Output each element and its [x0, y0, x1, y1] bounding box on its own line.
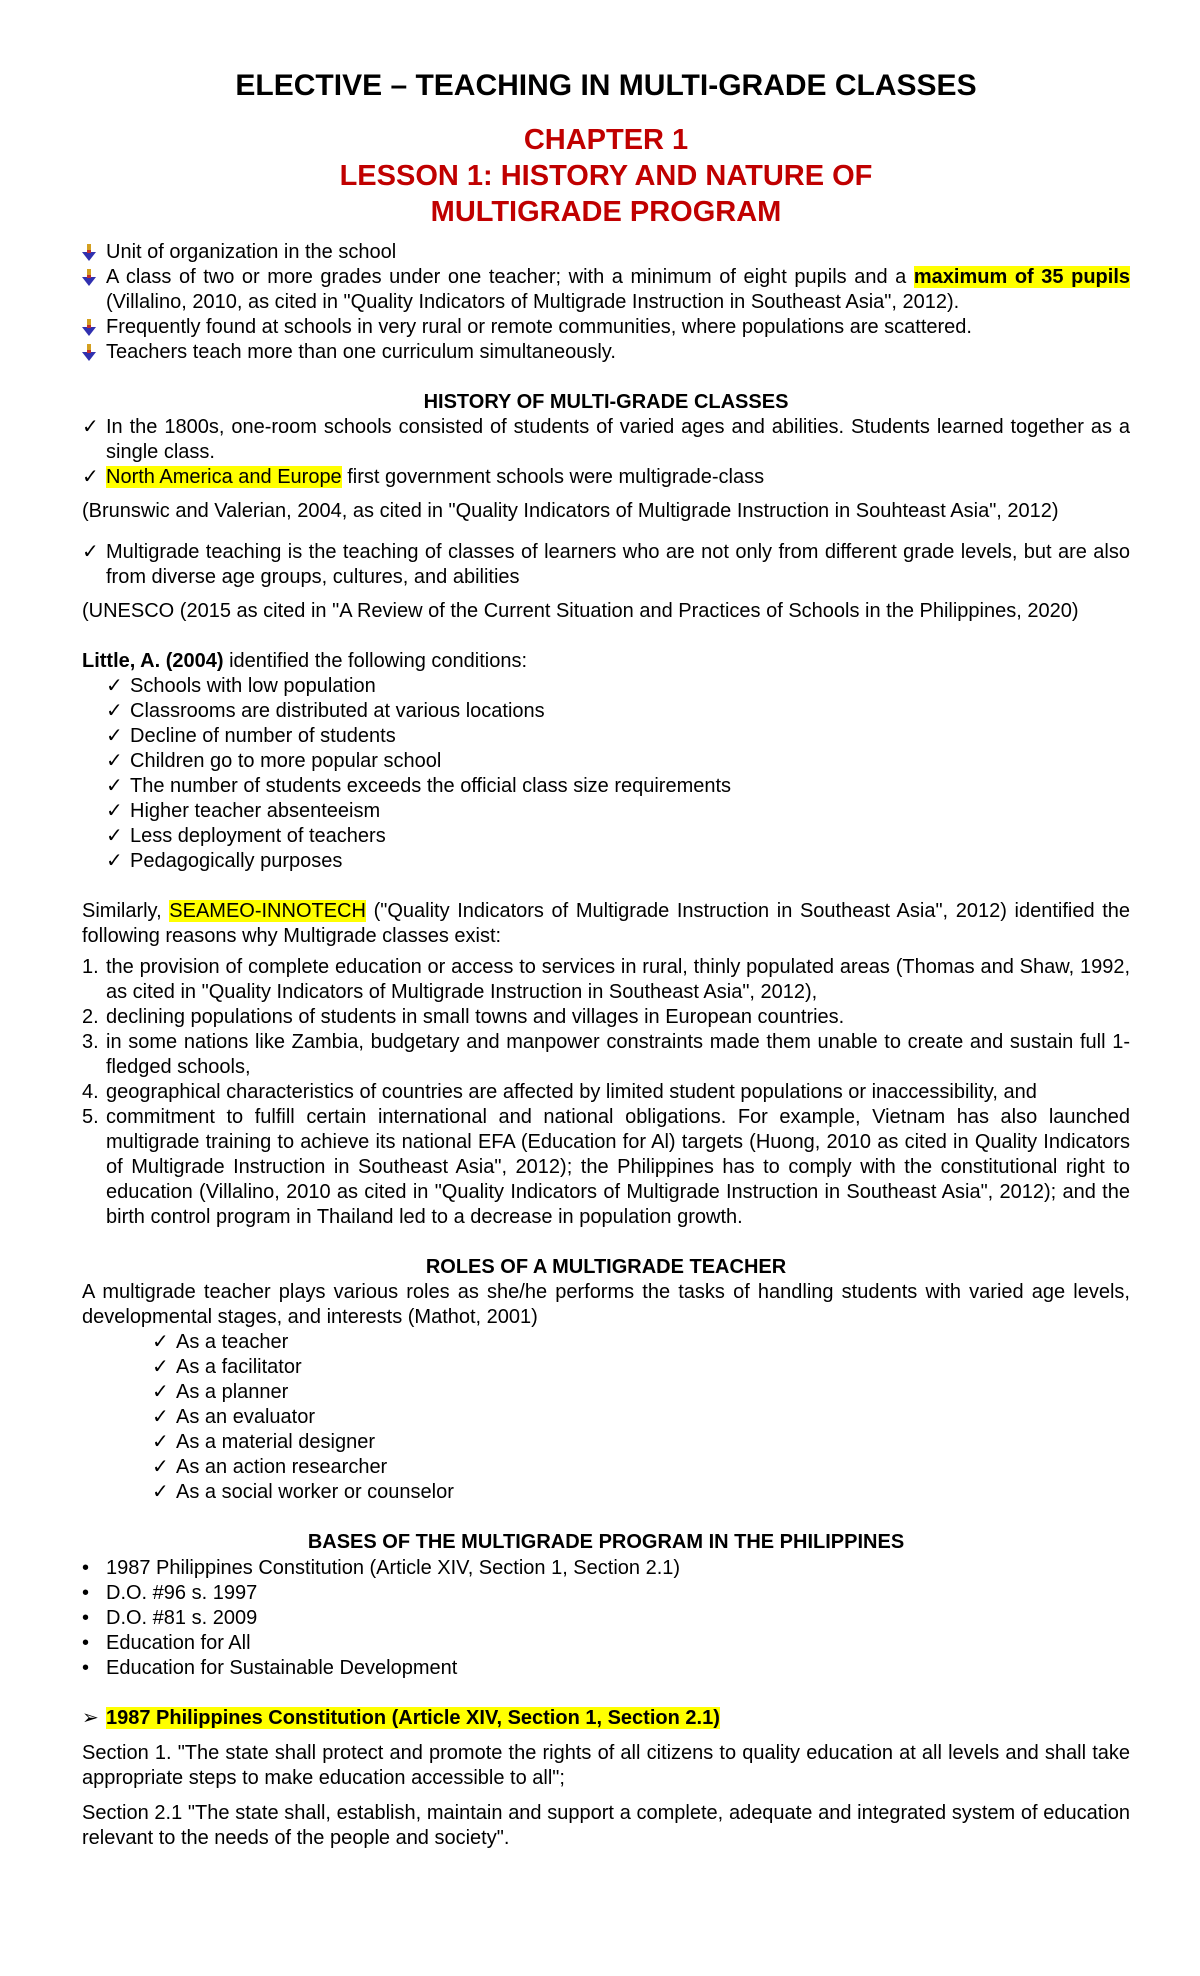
roles-intro: A multigrade teacher plays various roles as she/he performs the tasks of handling students with varied age levels, developmental stages, and interests (Mathot, 2001): [82, 1281, 1130, 1328]
bullet-icon: •: [82, 1657, 90, 1679]
list-item: [82, 540, 1130, 590]
list-item-text: A class of two or more grades under one teacher; with a minimum of eight pupils and a: [106, 266, 914, 288]
list-item: [82, 1656, 1130, 1681]
list-item: [82, 1581, 1130, 1606]
list-item: [152, 1455, 1130, 1480]
list-item: [82, 1606, 1130, 1631]
list-item-text: Schools with low population: [130, 675, 376, 697]
check-icon: ✓: [152, 1356, 169, 1378]
list-item-text: Education for Sustainable Development: [106, 1657, 458, 1679]
highlighted-text: North America and Europe: [106, 466, 342, 488]
down-arrow-bullet-icon: [82, 344, 96, 362]
list-item: [82, 1005, 1130, 1030]
down-arrow-bullet-icon: [82, 244, 96, 262]
check-icon: ✓: [106, 750, 123, 772]
highlighted-text: SEAMEO-INNOTECH: [169, 900, 366, 922]
paragraph-text: Similarly,: [82, 900, 170, 922]
list-item-text: Less deployment of teachers: [130, 825, 386, 847]
list-item-text: first government schools were multigrade-class: [341, 466, 765, 488]
check-icon: ✓: [152, 1406, 169, 1428]
list-item: [82, 240, 1130, 265]
paragraph-text: ("Quality Indicators of Multigrade Instruction in Southeast Asia", 2012) identified the following reasons why Multigrade classes exist:: [82, 900, 1130, 947]
list-item-text: declining populations of students in small towns and villages in European countries.: [106, 1006, 845, 1028]
list-item: [106, 824, 1130, 849]
bases-heading: BASES OF THE MULTIGRADE PROGRAM IN THE PHILIPPINES: [307, 1531, 905, 1553]
history-heading: HISTORY OF MULTI-GRADE CLASSES: [423, 391, 789, 413]
list-item-text: Classrooms are distributed at various locations: [130, 700, 545, 722]
down-arrow-bullet-icon: [82, 319, 96, 337]
list-item: [106, 699, 1130, 724]
check-icon: ✓: [106, 775, 123, 797]
section-1-text: Section 1. "The state shall protect and promote the rights of all citizens to quality education at all levels and shall take appropriate steps to make education accessible to all";: [82, 1742, 1130, 1789]
section-2-1-text: Section 2.1 "The state shall, establish, maintain and support a complete, adequate and integrated system of education relevant to the needs of the people and society".: [82, 1802, 1130, 1849]
list-item-text: As a social worker or counselor: [176, 1481, 454, 1503]
list-item-text: In the 1800s, one-room schools consisted of students of varied ages and abilities. Students learned together as a single class.: [106, 416, 1130, 463]
list-item: [82, 955, 1130, 1005]
check-icon: ✓: [106, 850, 123, 872]
check-icon: ✓: [106, 700, 123, 722]
list-item: [106, 724, 1130, 749]
list-item: [106, 674, 1130, 699]
conditions-list: [82, 674, 1130, 874]
roles-heading: ROLES OF A MULTIGRADE TEACHER: [425, 1256, 787, 1278]
list-item: [106, 849, 1130, 874]
list-item-text: Frequently found at schools in very rural or remote communities, where populations are scattered.: [106, 316, 972, 338]
list-item: [152, 1330, 1130, 1355]
document-content: [82, 68, 1130, 1851]
list-item-text: As an evaluator: [176, 1406, 315, 1428]
check-icon: ✓: [82, 416, 99, 438]
check-icon: ✓: [106, 800, 123, 822]
constitution-heading: [82, 1706, 1130, 1731]
down-arrow-bullet-icon: [82, 269, 96, 287]
chapter-heading: CHAPTER 1: [523, 124, 689, 156]
list-item: [82, 1556, 1130, 1581]
list-item: [152, 1430, 1130, 1455]
list-number: 5.: [82, 1106, 99, 1128]
little-intro: [82, 649, 1130, 674]
check-icon: ✓: [82, 541, 99, 563]
list-item: [152, 1355, 1130, 1380]
list-item: [152, 1405, 1130, 1430]
list-item-text: commitment to fulfill certain international and national obligations. For example, Vietnam has also launched multigrade training to achieve its national EFA (Education for Al) targets (Huong, 2010 as cited in Quality Indicators of Multigrade Instruction in Southeast Asia", 2012); the Philippines has to comply with the constitutional right to education (Villalino, 2010 as cited in "Quality Indicators of Multigrade Instruction in Southeast Asia", 2012); and the birth control program in Thailand led to a decrease in population growth.: [106, 1106, 1130, 1228]
list-item: [82, 415, 1130, 465]
list-item-text: Multigrade teaching is the teaching of classes of learners who are not only from different grade levels, but are also from diverse age groups, cultures, and abilities: [106, 541, 1130, 588]
bases-list: [82, 1556, 1130, 1681]
list-item-text: Education for All: [106, 1632, 251, 1654]
list-item-text: Decline of number of students: [130, 725, 396, 747]
list-item-text: 1987 Philippines Constitution (Article XIV, Section 1, Section 2.1): [106, 1557, 681, 1579]
list-item-text: Teachers teach more than one curriculum simultaneously.: [106, 341, 616, 363]
list-item: [106, 749, 1130, 774]
list-item-text: (Villalino, 2010, as cited in "Quality Indicators of Multigrade Instruction in Southeast Asia", 2012).: [106, 291, 960, 313]
list-number: 4.: [82, 1081, 99, 1103]
check-icon: ✓: [152, 1481, 169, 1503]
list-item: [82, 465, 1130, 490]
list-item: [152, 1380, 1130, 1405]
list-item-text: in some nations like Zambia, budgetary and manpower constraints made them unable to create and sustain full 1-fledged schools,: [106, 1031, 1130, 1078]
paragraph-text: identified the following conditions:: [223, 650, 528, 672]
list-item: [82, 1631, 1130, 1656]
list-item: [82, 265, 1130, 315]
list-item: [82, 315, 1130, 340]
list-item-text: Unit of organization in the school: [106, 241, 397, 263]
intro-list: [82, 240, 1130, 365]
bullet-icon: •: [82, 1582, 90, 1604]
list-item: [106, 799, 1130, 824]
history-list-2: [82, 540, 1130, 590]
check-icon: ✓: [152, 1331, 169, 1353]
list-item: [82, 1080, 1130, 1105]
list-item-text: As a facilitator: [176, 1356, 302, 1378]
list-item-text: the provision of complete education or access to services in rural, thinly populated areas (Thomas and Shaw, 1992, as cited in "Quality Indicators of Multigrade Instruction in Southeast Asia", 2012),: [106, 956, 1130, 1003]
list-item-text: As a teacher: [176, 1331, 289, 1353]
document-title: ELECTIVE – TEACHING IN MULTI-GRADE CLASSES: [235, 69, 977, 102]
roles-list: [82, 1330, 1130, 1505]
list-item-text: As a planner: [176, 1381, 289, 1403]
list-item: [82, 1105, 1130, 1230]
list-item: [82, 1030, 1130, 1080]
bullet-icon: •: [82, 1607, 90, 1629]
reasons-list: [82, 955, 1130, 1230]
history-list: [82, 415, 1130, 490]
list-item-text: Pedagogically purposes: [130, 850, 343, 872]
check-icon: ✓: [106, 825, 123, 847]
list-item: [106, 774, 1130, 799]
highlighted-text: maximum of 35 pupils: [913, 266, 1130, 288]
check-icon: ✓: [106, 725, 123, 747]
list-number: 3.: [82, 1031, 99, 1053]
list-item: [152, 1480, 1130, 1505]
list-number: 1.: [82, 956, 99, 978]
check-icon: ✓: [82, 466, 99, 488]
arrow-bullet-icon: ➢: [82, 1707, 99, 1729]
citation: (UNESCO (2015 as cited in "A Review of the Current Situation and Practices of Schools in the Philippines, 2020): [82, 600, 1079, 622]
list-item-text: As a material designer: [176, 1431, 375, 1453]
list-item-text: geographical characteristics of countries are affected by limited student populations or inaccessibility, and: [106, 1081, 1037, 1103]
lesson-heading-line1: LESSON 1: HISTORY AND NATURE OF: [339, 160, 873, 192]
highlighted-text: 1987 Philippines Constitution (Article XIV, Section 1, Section 2.1): [106, 1707, 720, 1729]
check-icon: ✓: [152, 1431, 169, 1453]
list-number: 2.: [82, 1006, 99, 1028]
list-item-text: Higher teacher absenteeism: [130, 800, 381, 822]
bullet-icon: •: [82, 1632, 90, 1654]
list-item: [82, 340, 1130, 365]
lesson-heading-line2: MULTIGRADE PROGRAM: [430, 196, 782, 228]
list-item-text: D.O. #81 s. 2009: [106, 1607, 258, 1629]
check-icon: ✓: [152, 1456, 169, 1478]
bullet-icon: •: [82, 1557, 90, 1579]
list-item-text: As an action researcher: [176, 1456, 388, 1478]
list-item-text: Children go to more popular school: [130, 750, 442, 772]
list-item-text: The number of students exceeds the official class size requirements: [130, 775, 732, 797]
list-item-text: D.O. #96 s. 1997: [106, 1582, 258, 1604]
check-icon: ✓: [152, 1381, 169, 1403]
seameo-paragraph: [82, 899, 1130, 949]
check-icon: ✓: [106, 675, 123, 697]
citation: (Brunswic and Valerian, 2004, as cited in "Quality Indicators of Multigrade Instruction in Souhteast Asia", 2012): [82, 500, 1059, 522]
author-name: Little, A. (2004): [82, 650, 224, 672]
